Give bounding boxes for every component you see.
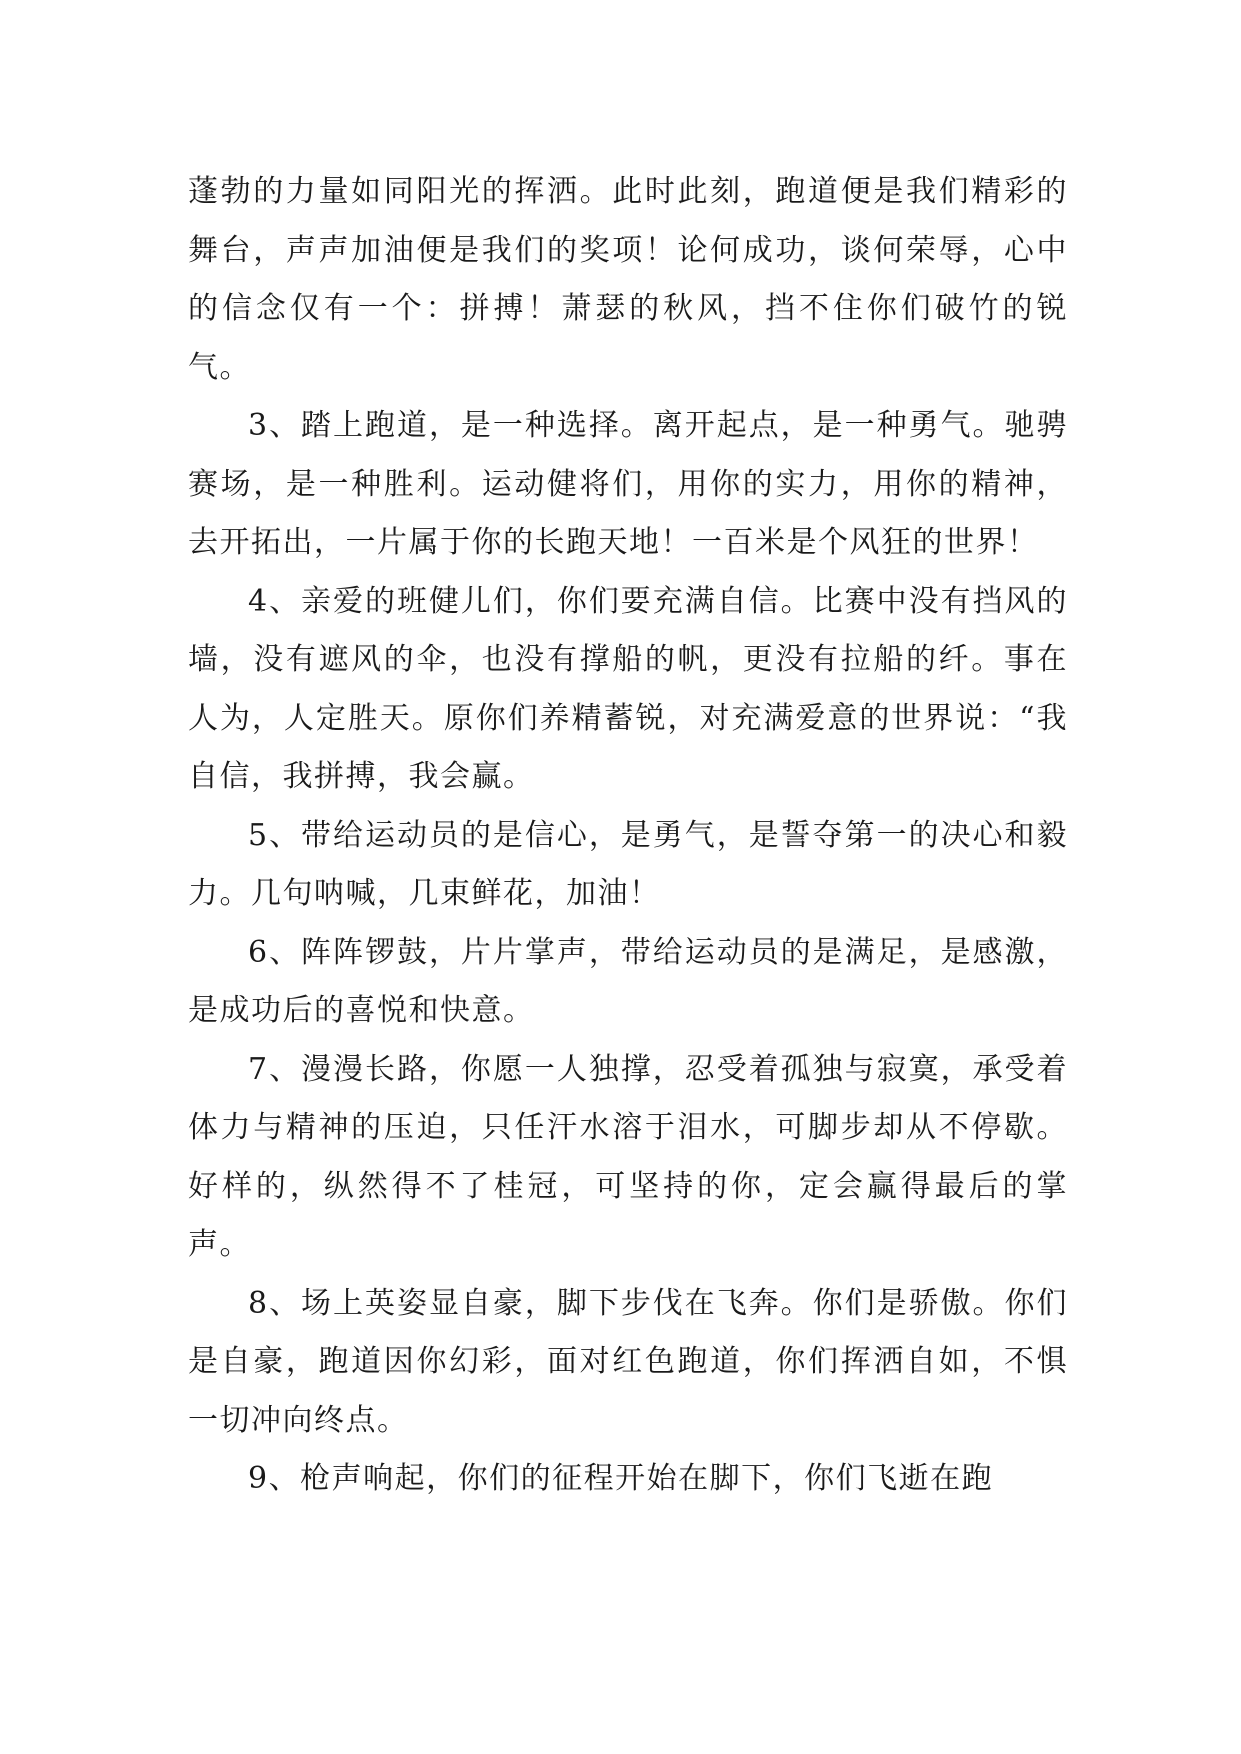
paragraph-6: 6、阵阵锣鼓，片片掌声，带给运动员的是满足，是感激，是成功后的喜悦和快意。 bbox=[188, 934, 1068, 1028]
paragraph-continuation: 蓬勃的力量如同阳光的挥洒。此时此刻，跑道便是我们精彩的舞台，声声加油便是我们的奖项！论何成功，谈何荣辱，心中的信念仅有一个：拼搏！萧瑟的秋风，挡不住你们破竹的锐气。 bbox=[188, 174, 1068, 385]
paragraph-7: 7、漫漫长路，你愿一人独撑，忍受着孤独与寂寞，承受着体力与精神的压迫，只任汗水溶于泪水，可脚步却从不停歇。好样的，纵然得不了桂冠，可坚持的你，定会赢得最后的掌声。 bbox=[188, 1051, 1068, 1262]
paragraph-5: 5、带给运动员的是信心，是勇气，是誓夺第一的决心和毅力。几句呐喊，几束鲜花，加油！ bbox=[188, 817, 1068, 911]
paragraph-4: 4、亲爱的班健儿们，你们要充满自信。比赛中没有挡风的墙，没有遮风的伞，也没有撑船的帆，更没有拉船的纤。事在人为，人定胜天。原你们养精蓄锐，对充满爱意的世界说：“我自信，我拼搏，我会赢。 bbox=[188, 583, 1068, 794]
paragraph-3: 3、踏上跑道，是一种选择。离开起点，是一种勇气。驰骋赛场，是一种胜利。运动健将们，用你的实力，用你的精神，去开拓出，一片属于你的长跑天地！一百米是个风狂的世界！ bbox=[188, 408, 1068, 560]
paragraph-8: 8、场上英姿显自豪，脚下步伐在飞奔。你们是骄傲。你们是自豪，跑道因你幻彩，面对红色跑道，你们挥洒自如，不惧一切冲向终点。 bbox=[188, 1285, 1068, 1438]
paragraph-9: 9、枪声响起，你们的征程开始在脚下，你们飞逝在跑 bbox=[248, 1461, 994, 1496]
document-body bbox=[188, 163, 1068, 1509]
